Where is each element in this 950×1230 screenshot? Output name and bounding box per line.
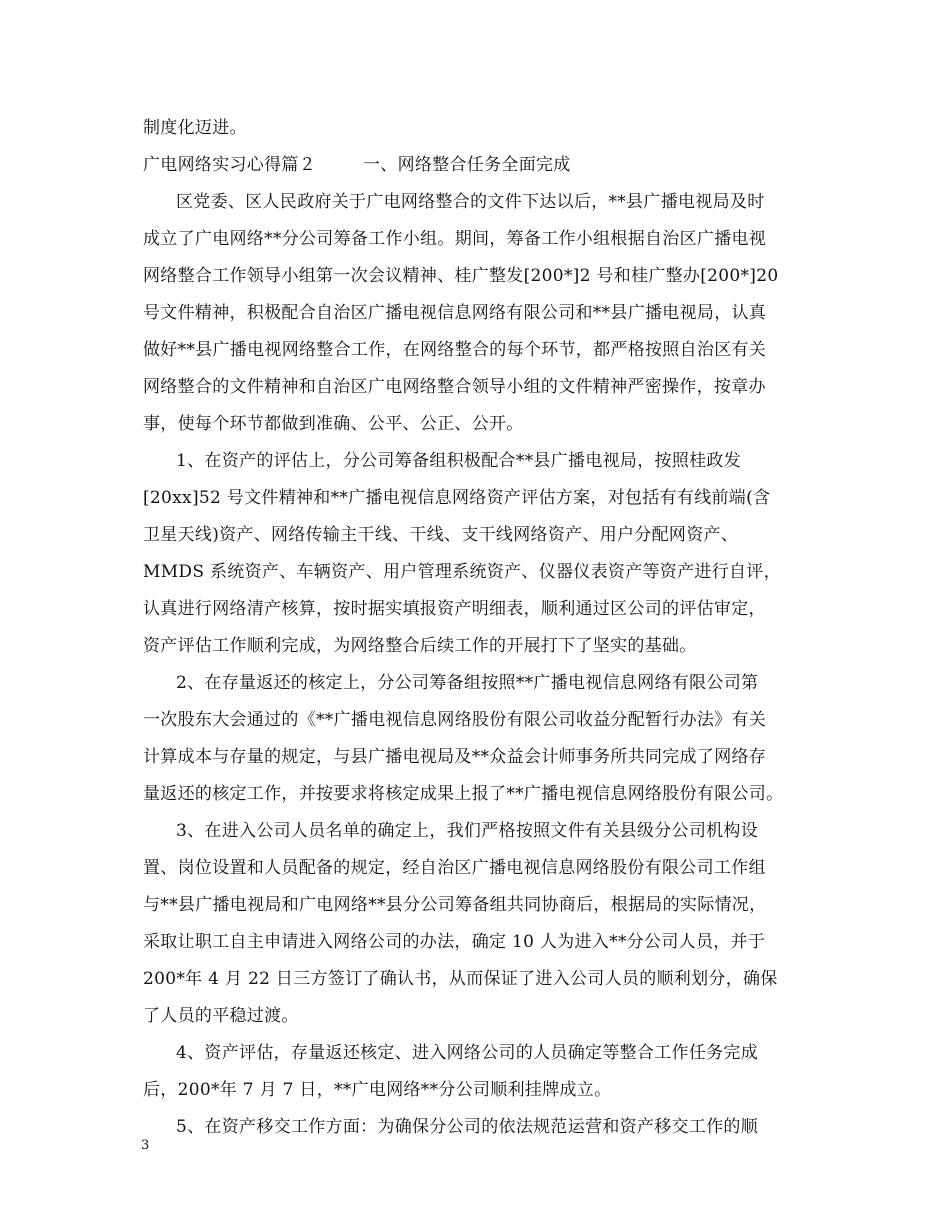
text-line: 3、在进入公司人员名单的确定上，我们严格按照文件有关县级分公司机构设 [176, 821, 759, 841]
text-line: 认真进行网络清产核算，按时据实填报资产明细表，顺利通过区公司的评估审定， [143, 599, 766, 619]
text-line: 一次股东大会通过的《**广播电视信息网络股份有限公司收益分配暂行办法》有关 [143, 710, 767, 730]
text-line: 卫星天线)资产、网络传输主干线、干线、支干线网络资产、用户分配网资产、 [143, 525, 739, 545]
text-line: 量返还的核定工作，并按要求将核定成果上报了**广播电视信息网络股份有限公司。 [143, 784, 784, 804]
text-line: 网络整合的文件精神和自治区广电网络整合领导小组的文件精神严密操作，按章办 [143, 377, 766, 397]
text-line: 做好**县广播电视网络整合工作，在网络整合的每个环节，都严格按照自治区有关 [143, 340, 767, 360]
text-line: 区党委、区人民政府关于广电网络整合的文件下达以后，**县广播电视局及时 [176, 192, 765, 212]
text-line: 1、在资产的评估上，分公司筹备组积极配合**县广播电视局，按照桂政发 [176, 451, 742, 471]
text-line: 200*年 4 月 22 日三方签订了确认书，从而保证了进入公司人员的顺利划分，确保 [143, 969, 778, 989]
text-line: 号文件精神，积极配合自治区广播电视信息网络有限公司和**县广播电视局，认真 [143, 303, 767, 323]
text-line: MMDS 系统资产、车辆资产、用户管理系统资产、仪器仪表资产等资产进行自评， [143, 562, 781, 582]
text-line: 后，200*年 7 月 7 日，**广电网络**分公司顺利挂牌成立。 [143, 1080, 612, 1100]
text-line: 4、资产评估，存量返还核定、进入网络公司的人员确定等整合工作任务完成 [176, 1043, 759, 1063]
section-heading: 一、网络整合任务全面完成 [363, 155, 571, 175]
text-line: 成立了广电网络**分公司筹备工作小组。期间，筹备工作小组根据自治区广播电视 [143, 229, 767, 249]
text-line: [20xx]52 号文件精神和**广播电视信息网络资产评估方案，对包括有有线前端(含 [143, 488, 771, 508]
text-line: 5、在资产移交工作方面：为确保分公司的依法规范运营和资产移交工作的顺 [176, 1117, 759, 1137]
text-line: 置、岗位设置和人员配备的规定，经自治区广播电视信息网络股份有限公司工作组 [143, 858, 766, 878]
text-line: 资产评估工作顺利完成，为网络整合后续工作的开展打下了坚实的基础。 [143, 636, 697, 656]
text-line: 2、在存量返还的核定上，分公司筹备组按照**广播电视信息网络有限公司第 [176, 673, 759, 693]
text-line: 与**县广播电视局和广电网络**县分公司筹备组共同协商后，根据局的实际情况， [143, 895, 767, 915]
text-line: 计算成本与存量的规定，与县广播电视局及**众益会计师事务所共同完成了网络存 [143, 747, 767, 767]
text-line: 网络整合工作领导小组第一次会议精神、桂广整发[200*]2 号和桂广整办[200*]20 [143, 266, 779, 286]
text-line: 制度化迈进。 [143, 118, 247, 138]
text-line: 了人员的平稳过渡。 [143, 1006, 299, 1026]
page-number: 3 [141, 1138, 150, 1153]
text-line: 采取让职工自主申请进入网络公司的办法，确定 10 人为进入**分公司人员，并于 [143, 932, 766, 952]
text-line: 事，使每个环节都做到准确、公平、公正、公开。 [143, 414, 524, 434]
section-title: 广电网络实习心得篇２ [143, 155, 316, 175]
